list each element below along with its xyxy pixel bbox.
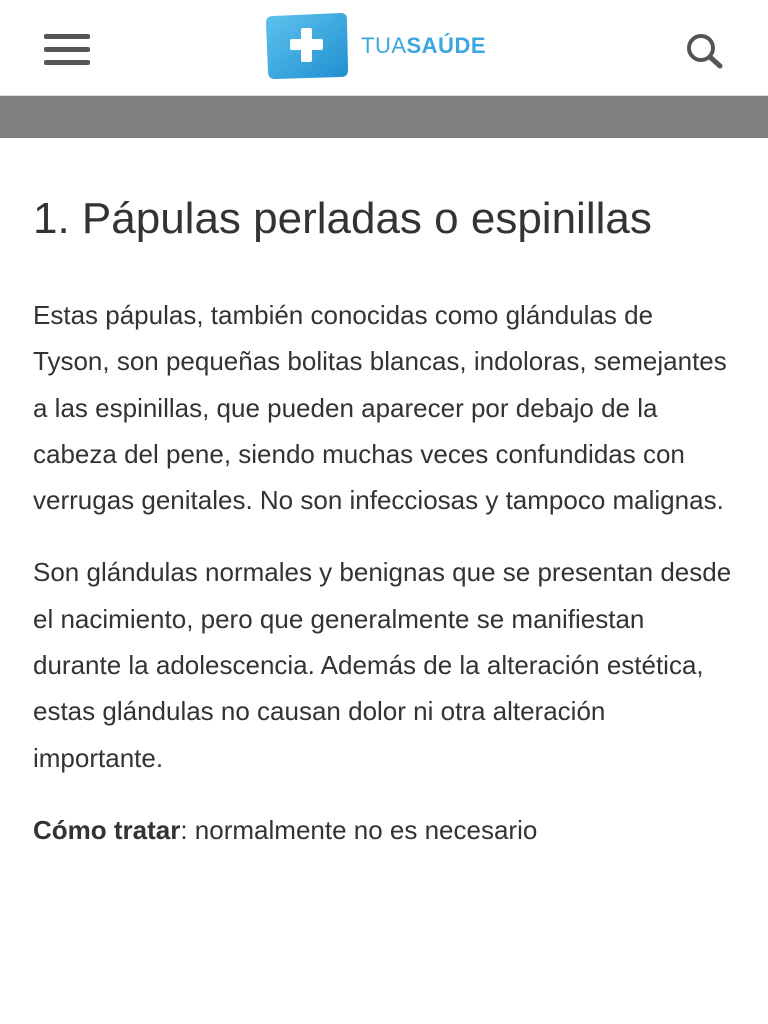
search-icon[interactable] [684, 32, 724, 70]
site-header [0, 0, 768, 96]
article-content [0, 188, 768, 853]
logo-text-bold: SAÚDE [406, 33, 487, 58]
treatment-paragraph [33, 807, 735, 853]
banner-bar [0, 96, 768, 138]
plus-cross-icon [265, 12, 349, 80]
paragraph-1: Estas pápulas, también conocidas como glándulas de Tyson, son pequeñas bolitas blancas, indoloras, semejantes a las espinillas, que pueden aparecer por debajo de la cabeza del pene, siendo muchas veces confundidas con verrugas genitales. No son infecciosas y tampoco malignas. [33, 300, 727, 516]
logo-text-light: TUA [361, 33, 407, 58]
section-title: 1. Pápulas perladas o espinillas [33, 194, 652, 243]
treatment-text: : normalmente no es necesario [180, 814, 538, 845]
site-logo[interactable] [265, 12, 486, 80]
logo-text [361, 35, 486, 57]
treatment-label: Cómo tratar [33, 814, 181, 845]
paragraph-2: Son glándulas normales y benignas que se presentan desde el nacimiento, pero que generalmente se manifiestan durante la adolescencia. Además de la alteración estética, estas glándulas no causan dolor ni otra alteración importante. [33, 557, 732, 773]
hamburger-menu-icon[interactable] [44, 34, 90, 66]
